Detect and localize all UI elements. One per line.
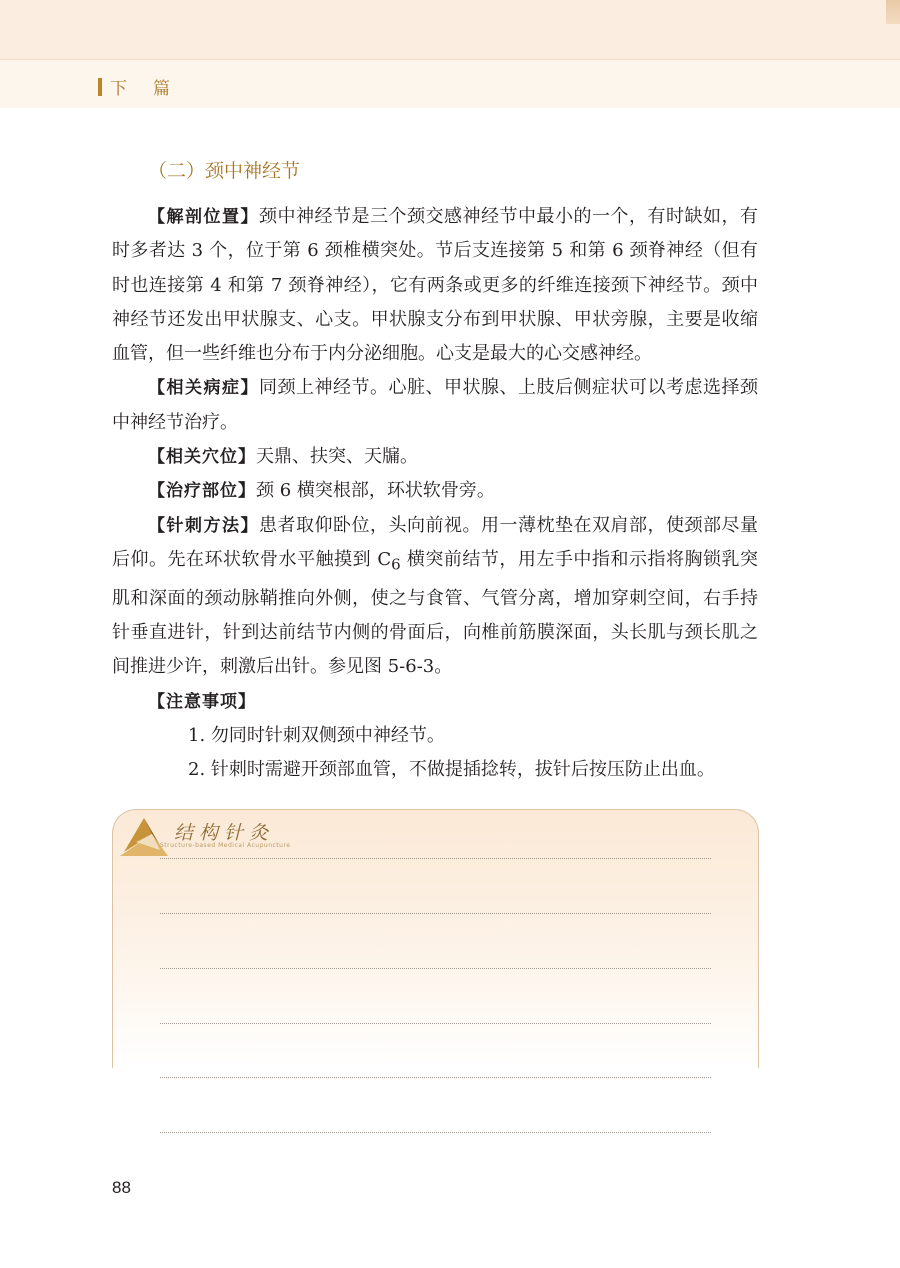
running-header-title: 下篇 <box>110 79 196 99</box>
header-accent-bar <box>98 78 102 96</box>
paragraph-anatomy <box>112 200 758 371</box>
logo-subtitle: Structure-based Medical Acupuncture <box>160 842 291 849</box>
note-line[interactable] <box>160 968 711 969</box>
label-site: 【治疗部位】 <box>148 481 256 502</box>
paragraph-notes-heading <box>112 685 758 719</box>
paragraph-points <box>112 440 758 474</box>
subscript-c6: 6 <box>391 555 401 574</box>
text-site: 颈 6 横突根部，环状软骨旁。 <box>256 480 495 502</box>
page-number: 88 <box>112 1178 131 1197</box>
label-anatomy: 【解剖位置】 <box>148 207 259 227</box>
note-line[interactable] <box>160 858 711 859</box>
paragraph-disease <box>112 371 758 440</box>
top-decorative-band <box>0 0 900 60</box>
paragraph-method <box>112 509 758 685</box>
note-line[interactable] <box>160 1132 711 1133</box>
label-points: 【相关穴位】 <box>148 447 256 468</box>
text-anatomy: 颈中神经节是三个颈交感神经节中最小的一个，有时缺如，有时多者达 3 个，位于第 6 颈椎横突处。节后支连接第 5 和第 6 颈脊神经（但有时也连接第 4 和第 7 颈脊神经），它有两条或更多的纤维连接颈下神经节。颈中神经节还发出甲状腺支、心支。甲状腺支分布到甲状腺、甲状旁腺，主要是收缩血管，但一些纤维也分布于内分泌细胞。心支是最大的心交感神经。 <box>112 206 758 365</box>
paragraph-site <box>112 474 758 508</box>
main-body-text <box>112 200 758 788</box>
text-disease: 同颈上神经节。心脏、甲状腺、上肢后侧症状可以考虑选择颈中神经节治疗。 <box>112 377 758 433</box>
text-method-before: 患者取仰卧位，头向前视。用一薄枕垫在双肩部，使颈部尽量后仰。先在环状软骨水平触摸到 C <box>112 514 758 570</box>
label-method: 【针刺方法】 <box>148 515 259 536</box>
running-header <box>0 60 900 108</box>
note-line[interactable] <box>160 1023 711 1024</box>
section-heading: （二）颈中神经节 <box>148 160 301 182</box>
text-method-after: 横突前结节，用左手中指和示指将胸锁乳突肌和深面的颈动脉鞘推向外侧，使之与食管、气管分离，增加穿刺空间，右手持针垂直进针，针到达前结节内侧的骨面后，向椎前筋膜深面，头长肌与颈长肌之间推进少许，刺激后出针。参见图 5-6-3。 <box>112 548 758 678</box>
note-line[interactable] <box>160 913 711 914</box>
text-points: 天鼎、扶突、天牖。 <box>256 446 418 468</box>
logo-text: 结构针灸 <box>174 822 275 844</box>
label-disease: 【相关病症】 <box>148 378 259 399</box>
note-item-2: 2. 针刺时需避开颈部血管，不做提插捻转，拔针后按压防止出血。 <box>188 759 715 781</box>
note-item-1: 1. 勿同时针刺双侧颈中神经节。 <box>188 725 445 747</box>
label-notes: 【注意事项】 <box>148 691 256 712</box>
top-band-corner-tab <box>886 0 900 24</box>
note-line[interactable] <box>160 1077 711 1078</box>
